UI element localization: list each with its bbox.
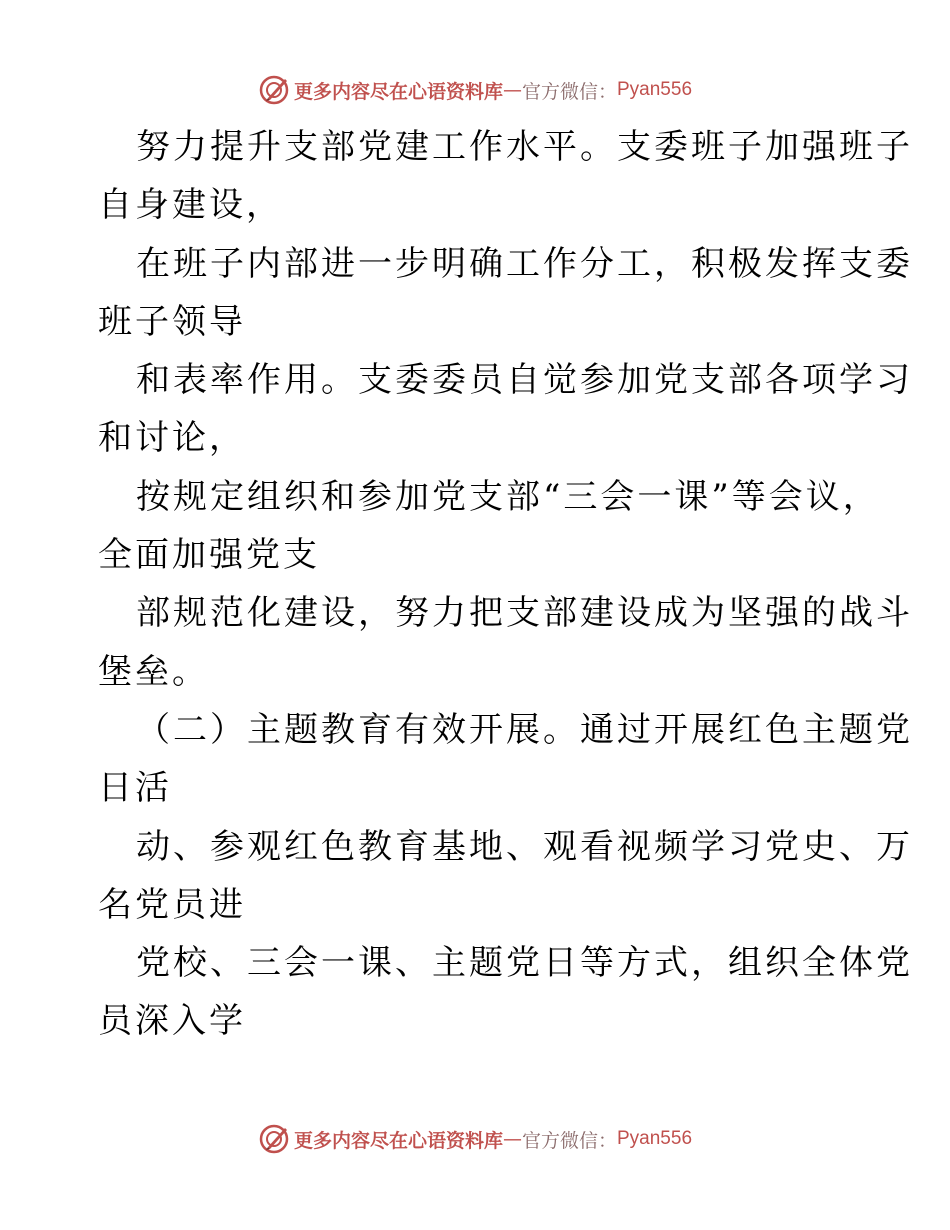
footer-watermark: [0, 1119, 950, 1159]
watermark-site-text: 更多内容尽在心语资料库: [293, 80, 503, 103]
body-line: 全面加强党支: [98, 535, 320, 576]
body-line: 自身建设，: [98, 185, 283, 226]
watermark-official-text: 官方微信：: [521, 80, 617, 103]
body-line: 名党员进: [98, 884, 246, 925]
watermark-wechat-id: Pyan556: [617, 1128, 693, 1149]
red-pen-circle-icon: [258, 1123, 290, 1155]
body-line: 按规定组织和参加党支部“三会一课”等会议，: [136, 476, 880, 517]
body-line: （二）主题教育有效开展。通过开展红色主题党: [136, 709, 913, 750]
watermark-site-text: 更多内容尽在心语资料库: [293, 1129, 503, 1152]
red-pen-circle-icon: [258, 74, 290, 106]
body-line: 堡垒。: [98, 651, 209, 692]
body-line: 员深入学: [98, 1001, 246, 1042]
watermark-dash: —: [502, 79, 522, 101]
watermark-dash: —: [502, 1128, 522, 1150]
body-line: 动、参观红色教育基地、观看视频学习党史、万: [136, 826, 913, 867]
watermark-wechat-id: Pyan556: [617, 79, 693, 100]
body-line: 和表率作用。支委委员自觉参加党支部各项学习: [136, 360, 913, 401]
watermark-official-text: 官方微信：: [521, 1129, 617, 1152]
body-line: 党校、三会一课、主题党日等方式，组织全体党: [136, 943, 913, 984]
body-line: 部规范化建设，努力把支部建设成为坚强的战斗: [136, 593, 913, 634]
body-line: 和讨论，: [98, 418, 246, 459]
header-watermark: [0, 70, 950, 110]
body-line: 在班子内部进一步明确工作分工，积极发挥支委: [136, 243, 913, 284]
body-line: 努力提升支部党建工作水平。支委班子加强班子: [136, 127, 913, 167]
body-line: 班子领导: [98, 301, 246, 342]
document-body: [98, 118, 913, 1051]
body-line: 日活: [98, 768, 172, 809]
